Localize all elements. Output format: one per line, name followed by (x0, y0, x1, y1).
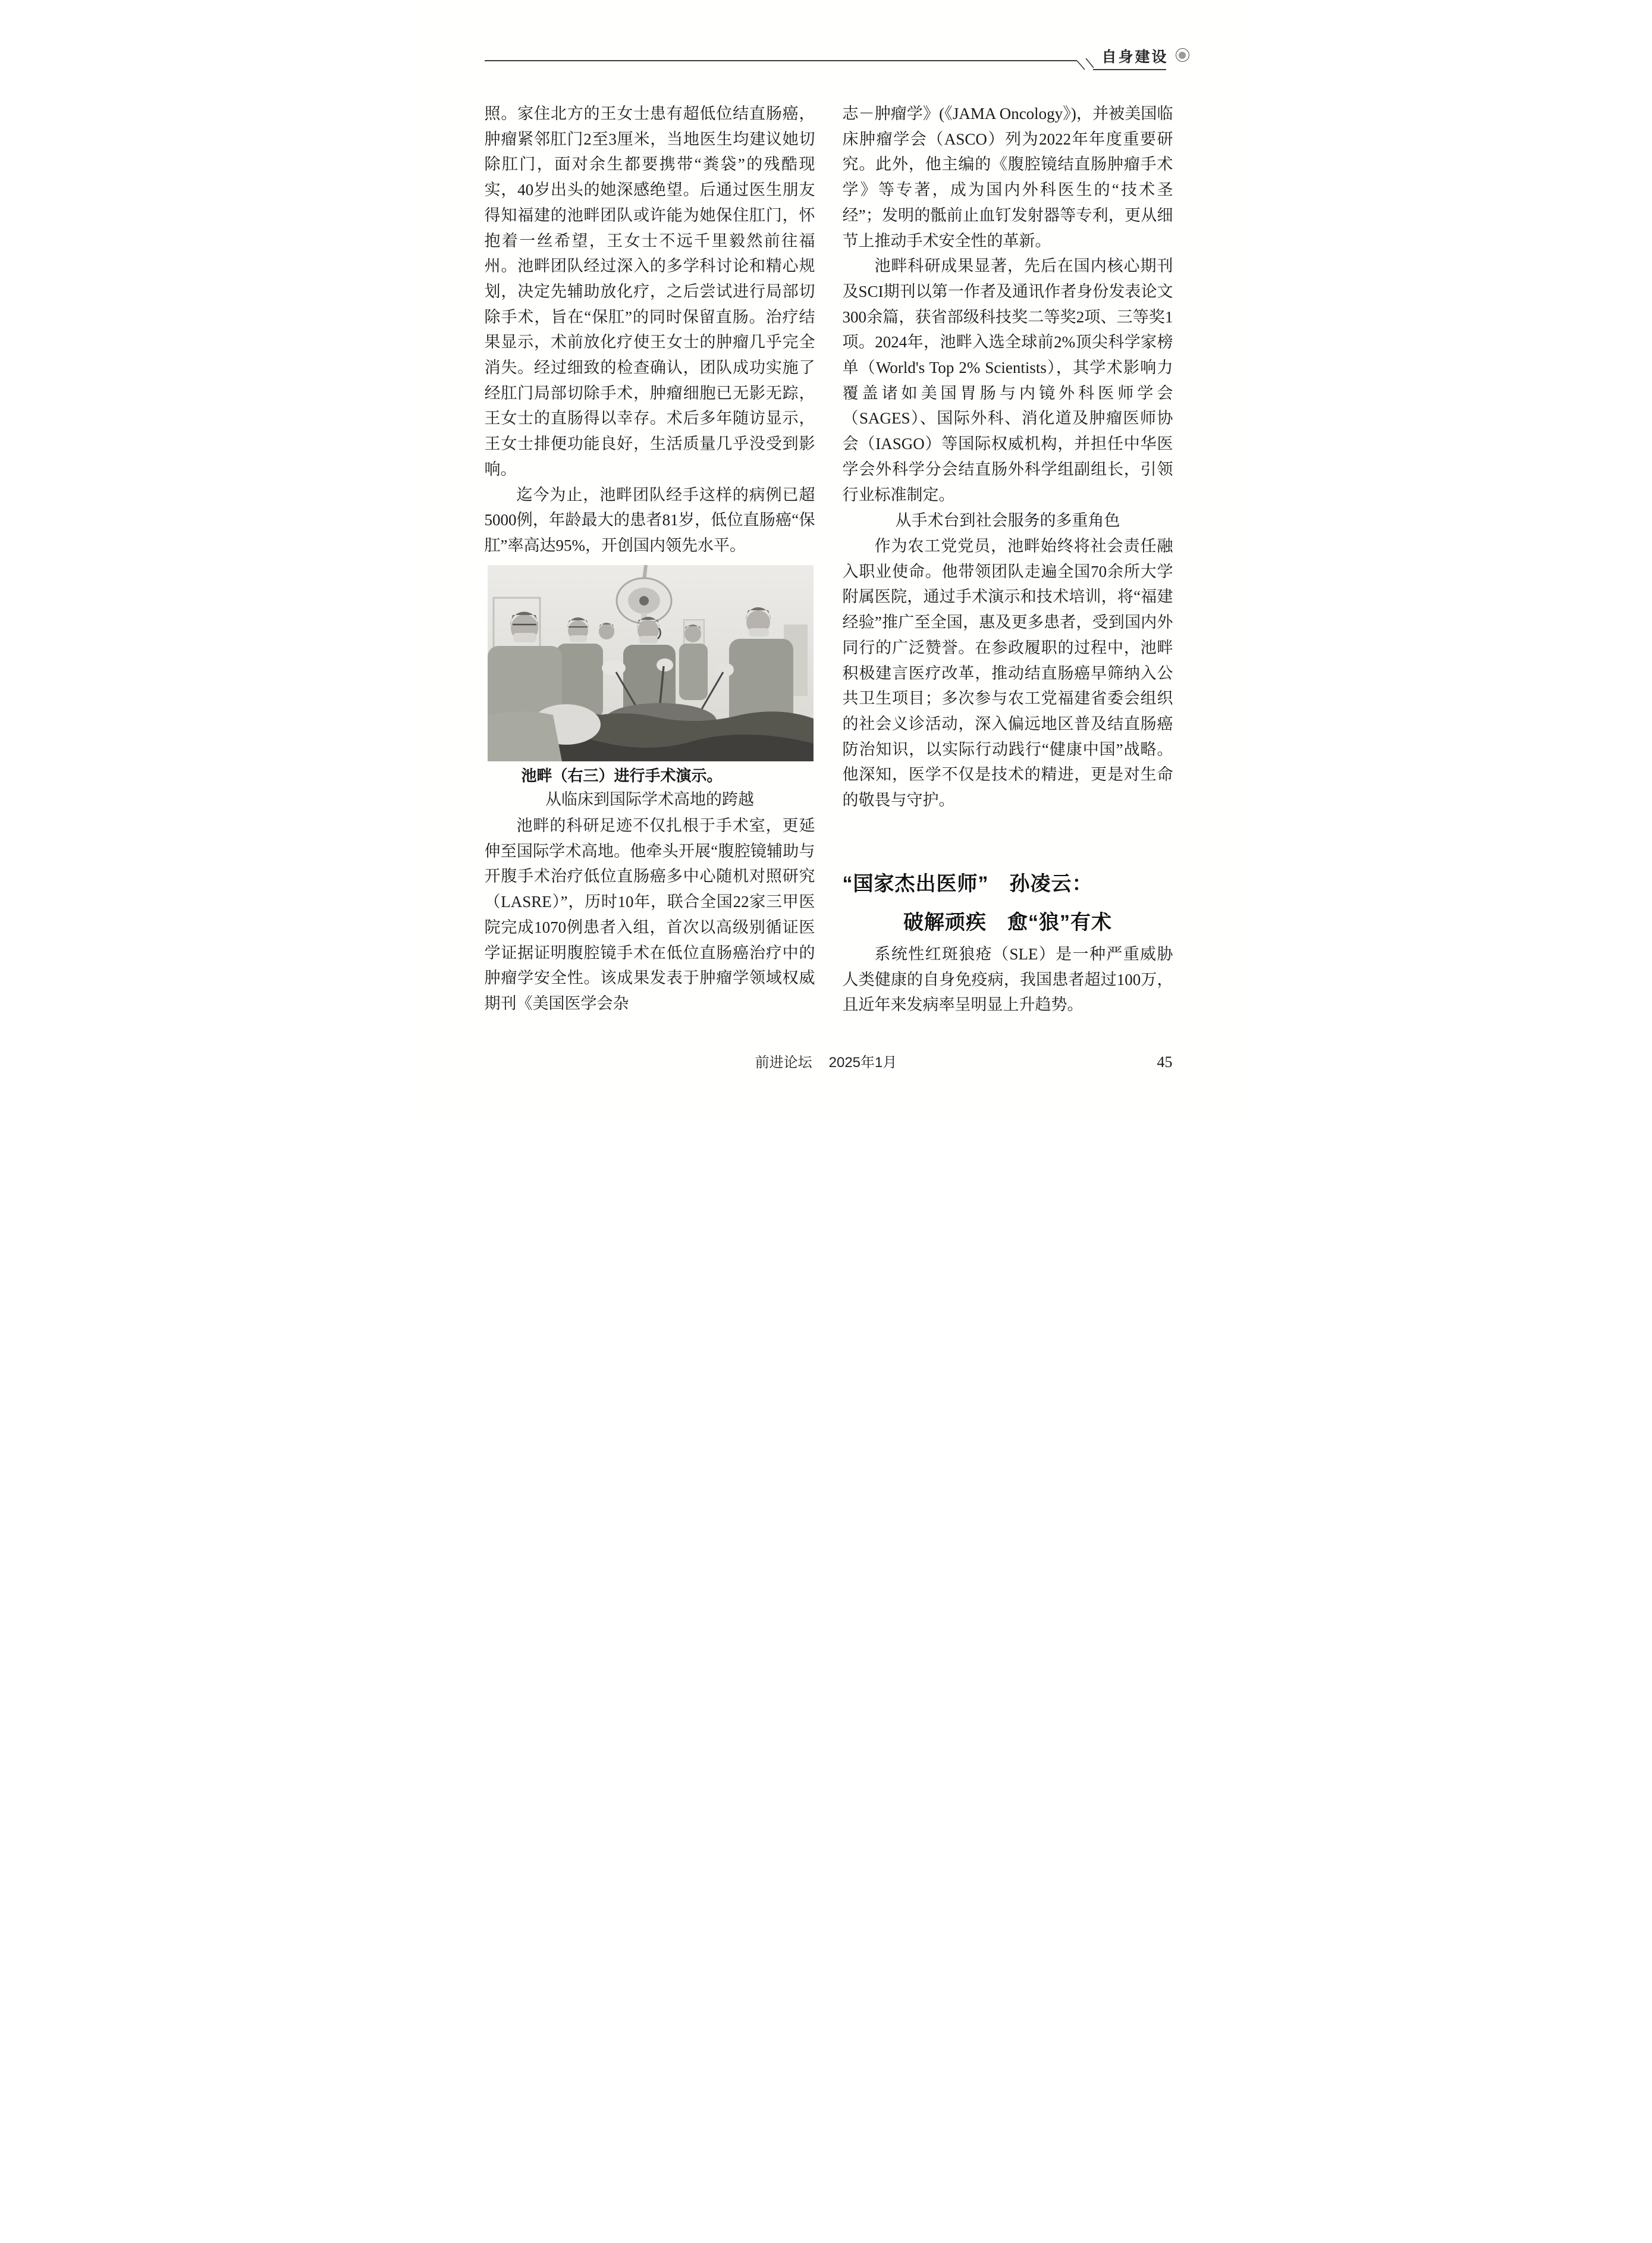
paragraph: 作为农工党党员，池畔始终将社会责任融入职业使命。他带领团队走遍全国70余所大学附属医院，通过手术演示和技术培训，将“福建经验”推广至全国，惠及更多患者，受到国内外同行的广泛赞誉。在参政履职的过程中，池畔积极建言医疗改革，推动结直肠癌早筛纳入公共卫生项目；多次参与农工党福建省委会组织的社会义诊活动，深入偏远地区普及结直肠癌防治知识，以实际行动践行“健康中国”战略。他深知，医学不仅是技术的精进，更是对生命的敬畏与守护。 (842, 537, 1173, 810)
next-article-text-block (843, 942, 1173, 1018)
surgery-photo (488, 565, 814, 761)
paragraph: 池畔的科研足迹不仅扎根于手术室，更延伸至国际学术高地。他牵头开展“腹腔镜辅助与开腹手术治疗低位直肠癌多中心随机对照研究（LASRE）”，历时10年，联合全国22家三甲医院完成1070例患者入组，首次以高级别循证医学证据证明腹腔镜手术在低位直肠癌治疗中的肿瘤学安全性。该成果发表于肿瘤学领域权威期刊《美国医学会杂 (484, 817, 815, 1012)
header-rule-left (485, 60, 1077, 61)
paragraph: 池畔科研成果显著，先后在国内核心期刊及SCI期刊以第一作者及通讯作者身份发表论文300余篇，获省部级科技奖二等奖2项、三等奖1项。2024年，池畔入选全球前2%顶尖科学家榜单（World's Top 2% Scientists），其学术影响力覆盖诸如美国胃肠与内镜外科医师学会（SAGES）、国际外科、消化道及肿瘤医师协会（IASGO）等国际权威机构，并担任中华医学会外科学分会结直肠外科学组副组长，引领行业标准制定。 (842, 257, 1173, 504)
footer (413, 1054, 1239, 1072)
section-subheading: 从手术台到社会服务的多重角色 (895, 512, 1120, 529)
section-title: 自身建设 (1101, 49, 1169, 65)
next-article-title-line2: 破解顽疾 愈“狼”有术 (903, 911, 1112, 934)
paragraph: 系统性红斑狼疮（SLE）是一种严重威胁人类健康的自身免疫病，我国患者超过100万，且近年来发病率呈明显上升趋势。 (842, 945, 1173, 1014)
right-text-block-2 (843, 534, 1173, 839)
left-text-block (485, 101, 815, 559)
footer-issue-date: 2025年1月 (828, 1055, 897, 1071)
footer-journal-name: 前进论坛 (755, 1055, 812, 1071)
magazine-page (413, 0, 1239, 1122)
bullet-dot (1179, 52, 1186, 59)
page-number: 45 (1157, 1053, 1173, 1071)
right-column (843, 101, 1173, 1018)
next-article-title-line1: “国家杰出医师” 孙凌云： (842, 873, 1093, 895)
section-bullet-icon (1176, 48, 1189, 62)
paragraph: 照。家住北方的王女士患有超低位结直肠癌，肿瘤紧邻肛门2至3厘米，当地医生均建议她切除肛门，面对余生都要携带“粪袋”的残酷现实，40岁出头的她深感绝望。后通过医生朋友得知福建的池畔团队或许能为她保住肛门，怀抱着一丝希望，王女士不远千里毅然前往福州。池畔团队经过深入的多学科讨论和精心规划，决定先辅助放化疗，之后尝试进行局部切除手术，旨在“保肛”的同时保留直肠。治疗结果显示，术前放化疗使王女士的肿瘤几乎完全消失。经过细致的检查确认，团队成功实施了经肛门局部切除手术，肿瘤细胞已无影无踪，王女士的直肠得以幸存。术后多年随访显示，王女士排便功能良好，生活质量几乎没受到影响。 (484, 105, 815, 478)
paragraph: 迄今为止，池畔团队经手这样的病例已超5000例，年龄最大的患者81岁，低位直肠癌“保肛”率高达95%，开创国内领先水平。 (484, 485, 815, 554)
left-column (485, 101, 815, 1017)
right-text-block (843, 101, 1173, 508)
header-rule-right (1093, 69, 1166, 70)
left-text-block-2 (485, 813, 815, 1017)
surgery-photo-illustration (488, 565, 814, 761)
photo-caption: 池畔（右三）进行手术演示。 (521, 767, 723, 785)
section-subheading: 从临床到国际学术高地的跨越 (545, 790, 754, 808)
paragraph: 志－肿瘤学》(《JAMA Oncology》)，并被美国临床肿瘤学会（ASCO）列为2022年年度重要研究。此外，他主编的《腹腔镜结直肠肿瘤手术学》等专著，成为国内外科医生的“技术圣经”；发明的骶前止血钉发射器等专利，更从细节上推动手术安全性的革新。 (842, 105, 1173, 250)
line-break-icon (1071, 54, 1100, 74)
